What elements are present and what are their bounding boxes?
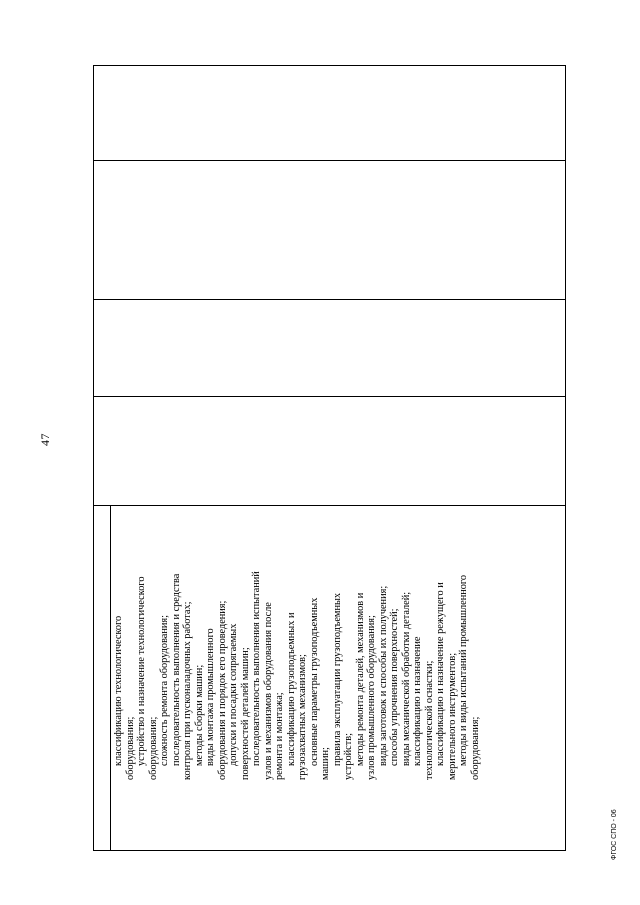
page-number: 47 [38,433,52,446]
knowledge-line: классификацию и назначение режущего и [435,582,446,766]
table-column-divider [110,505,111,850]
knowledge-line: контроля при пусконаладочных работах; [182,601,193,780]
knowledge-line: основные параметры грузоподъемных [308,597,320,766]
knowledge-line: оборудования; [124,716,136,780]
knowledge-line: методы сборки машин; [193,664,205,766]
knowledge-line: устройств; [343,733,354,780]
knowledge-line: последовательность выполнения испытаний [251,571,262,766]
knowledge-line: классификацию грузоподъемных и [285,612,297,766]
knowledge-line: допуски и посадки сопрягаемых [228,623,239,766]
knowledge-line: узлов и механизмов оборудования после [262,602,274,780]
knowledge-line: методы ремонта деталей, механизмов и [354,592,366,766]
knowledge-line: способы упрочнения поверхностей; [389,608,400,766]
table-row-divider [94,299,565,300]
knowledge-line: технологической оснастки; [423,660,435,780]
knowledge-line: машин; [320,747,331,780]
knowledge-line: виды заготовок и способы их получения; [377,585,389,766]
knowledge-line: устройство и назначение технологического [136,576,147,766]
knowledge-line: ремонта и монтажа; [274,692,285,780]
table-row-divider [94,396,565,397]
knowledge-line: мерительного инструментов; [446,652,458,780]
knowledge-line: оборудования; [147,716,159,780]
knowledge-line: виды монтажа промышленного [205,628,216,766]
knowledge-line: сложность ремонта оборудования; [159,615,170,766]
knowledge-line: классификацию и назначение [412,636,423,766]
knowledge-line: грузозахватных механизмов; [297,654,308,780]
knowledge-line: виды механической обработки деталей; [400,591,412,766]
knowledge-line: методы и виды испытаний промышленного [458,575,469,766]
knowledge-list-cell [113,440,573,780]
knowledge-line: оборудования и порядок его проведения; [216,600,228,780]
knowledge-line: последовательность выполнения и средства [170,573,182,766]
knowledge-line: классификацию технологического [113,615,124,766]
knowledge-line: оборудования; [469,716,481,780]
table-row-divider [94,160,565,161]
knowledge-line: узлов промышленного оборудования; [366,615,377,780]
document-code: ФГОС СПО - 06 [611,809,618,860]
knowledge-line: правила эксплуатации грузоподъемных [331,592,343,766]
knowledge-line: поверхностей деталей машин; [239,647,251,780]
